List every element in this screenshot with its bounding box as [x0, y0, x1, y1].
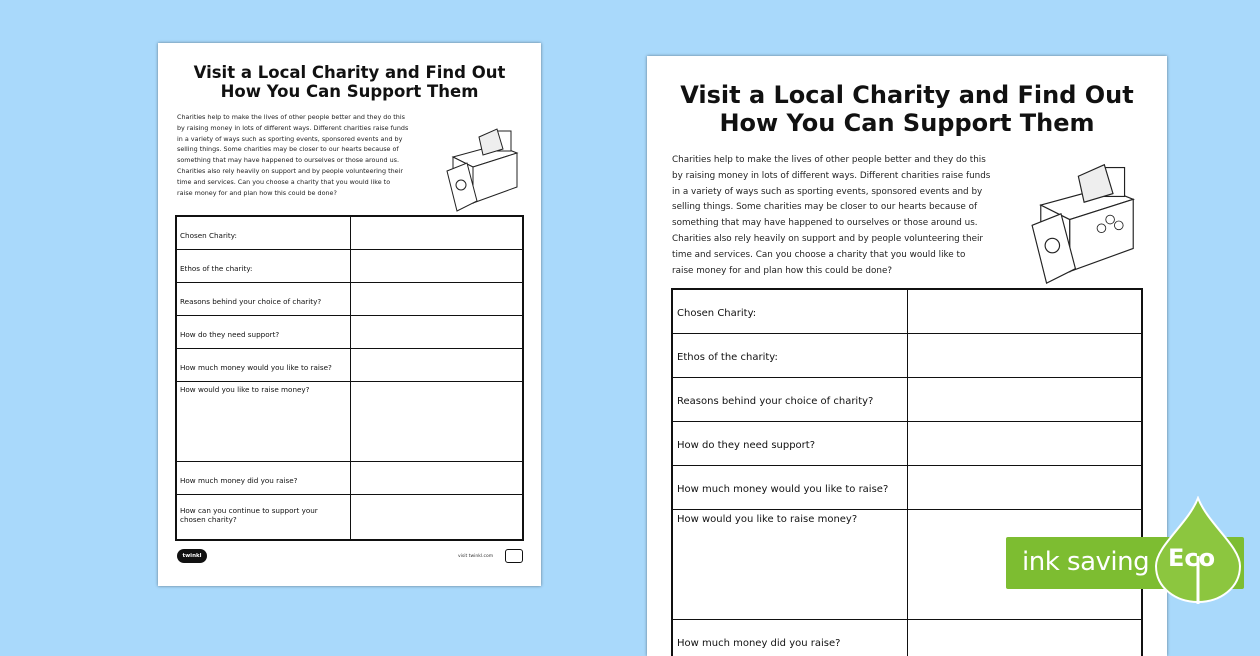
paragraph-line: time and services. Can you choose a charity that you would like to	[672, 249, 966, 260]
table-row	[673, 422, 1141, 466]
paragraph-line: by raising money in lots of different ways. Different charities raise funds	[177, 123, 409, 132]
table-row	[177, 462, 522, 495]
title-line-1: Visit a Local Charity and Find Out	[680, 81, 1134, 109]
answer-cell[interactable]	[351, 316, 522, 348]
table-row	[177, 283, 522, 316]
answer-cell[interactable]	[351, 349, 522, 381]
paragraph-line: selling things. Some charities may be closer to our hearts because of	[177, 145, 399, 154]
paragraph-line: something that may have happened to ourselves or those around us.	[177, 156, 400, 165]
logo-text: twinkl	[182, 553, 202, 559]
row-label: How do they need support?	[673, 422, 908, 465]
table-row	[673, 620, 1141, 656]
row-label: Ethos of the charity:	[177, 250, 351, 282]
worksheet-title	[647, 81, 1167, 138]
paragraph-line: in a variety of ways such as sporting events, sponsored events and by	[672, 186, 983, 197]
row-label: How much money did you raise?	[673, 620, 908, 656]
paragraph-line: selling things. Some charities may be closer to our hearts because of	[672, 202, 978, 213]
paragraph-line: by raising money in lots of different ways. Different charities raise funds	[672, 170, 991, 181]
charity-box-illustration	[1022, 156, 1152, 286]
answer-cell[interactable]	[351, 382, 522, 461]
worksheet-title	[158, 63, 541, 102]
table-row	[673, 334, 1141, 378]
answer-cell[interactable]	[908, 466, 1141, 509]
row-label: How much money would you like to raise?	[177, 349, 351, 381]
worksheet-thumbnail	[158, 43, 541, 586]
paragraph-line: in a variety of ways such as sporting events, sponsored events and by	[177, 134, 403, 143]
table-row	[177, 382, 522, 462]
planning-table	[671, 288, 1143, 656]
table-row	[673, 378, 1141, 422]
title-line-1: Visit a Local Charity and Find Out	[193, 63, 506, 82]
table-row	[177, 349, 522, 382]
answer-cell[interactable]	[351, 495, 522, 539]
table-row	[177, 495, 522, 539]
row-label: Reasons behind your choice of charity?	[177, 283, 351, 315]
paragraph-line: raise money for and plan how this could be done?	[672, 265, 893, 276]
row-label: Ethos of the charity:	[673, 334, 908, 377]
ink-saving-label: ink saving	[1022, 547, 1150, 577]
intro-paragraph	[177, 112, 467, 198]
title-line-2: How You Can Support Them	[719, 109, 1095, 138]
answer-cell[interactable]	[908, 378, 1141, 421]
row-label: Chosen Charity:	[177, 217, 351, 249]
row-label: How can you continue to support your chosen charity?	[177, 495, 351, 539]
row-label: How do they need support?	[177, 316, 351, 348]
answer-cell[interactable]	[908, 422, 1141, 465]
charity-box-illustration	[445, 123, 525, 213]
answer-cell[interactable]	[908, 334, 1141, 377]
row-label: How much money did you raise?	[177, 462, 351, 494]
paragraph-line: something that may have happened to ourselves or those around us.	[672, 218, 978, 229]
answer-cell[interactable]	[351, 283, 522, 315]
answer-cell[interactable]	[908, 290, 1141, 333]
paragraph-line: Charities help to make the lives of other people better and they do this	[672, 155, 986, 165]
row-label: Reasons behind your choice of charity?	[673, 378, 908, 421]
planning-table	[175, 215, 524, 541]
table-row	[177, 217, 522, 250]
row-label: How would you like to raise money?	[177, 382, 351, 461]
brand-badge-icon	[505, 549, 523, 563]
paragraph-line: Charities also rely heavily on support and by people volunteering their	[672, 233, 984, 244]
title-line-2: How You Can Support Them	[220, 82, 479, 102]
twinkl-logo	[177, 549, 207, 563]
eco-label: Eco	[1168, 544, 1216, 572]
table-row	[177, 250, 522, 283]
table-row	[177, 316, 522, 349]
answer-cell[interactable]	[351, 250, 522, 282]
paragraph-line: Charities help to make the lives of other people better and they do this	[177, 113, 405, 121]
row-label: How much money would you like to raise?	[673, 466, 908, 509]
table-row	[673, 290, 1141, 334]
row-label: How would you like to raise money?	[673, 510, 908, 619]
answer-cell[interactable]	[351, 217, 522, 249]
footer-url: visit twinkl.com	[458, 554, 494, 559]
paragraph-line: time and services. Can you choose a charity that you would like to	[177, 177, 391, 186]
intro-paragraph	[672, 153, 1067, 279]
answer-cell[interactable]	[908, 620, 1141, 656]
answer-cell[interactable]	[351, 462, 522, 494]
paragraph-line: Charities also rely heavily on support and by people volunteering their	[177, 166, 403, 175]
row-label: Chosen Charity:	[673, 290, 908, 333]
paragraph-line: raise money for and plan how this could be done?	[177, 188, 337, 197]
table-row	[673, 466, 1141, 510]
